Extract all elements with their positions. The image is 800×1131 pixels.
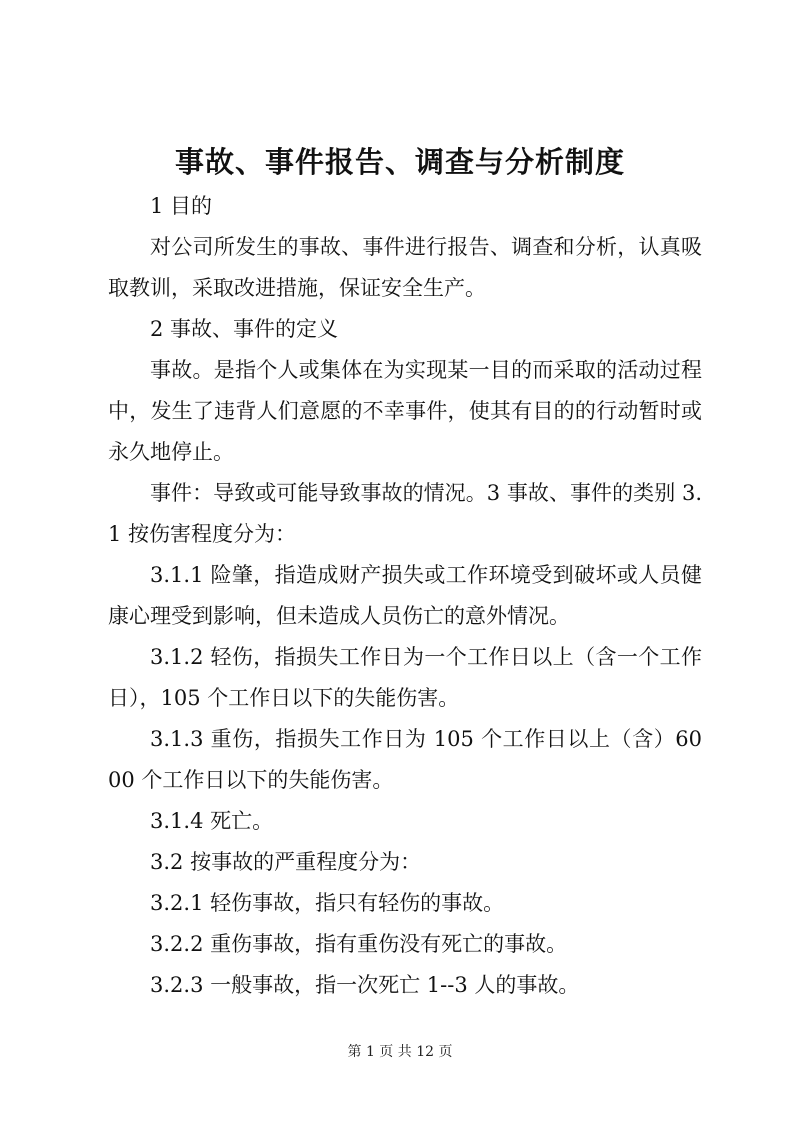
- paragraph-near-miss: 3.1.1 险肇，指造成财产损失或工作环境受到破坏或人员健康心理受到影响，但未造成人员伤亡的意外情况。: [108, 563, 702, 628]
- paragraph-accident-definition: 事故。是指个人或集体在为实现某一目的而采取的活动过程中，发生了违背人们意愿的不幸事件，使其有目的的行动暂时或永久地停止。: [108, 358, 702, 464]
- paragraph-serious-injury: 3.1.3 重伤，指损失工作日为 105 个工作日以上（含）6000 个工作日以下的失能伤害。: [108, 727, 702, 792]
- paragraph-severity-heading: 3.2 按事故的严重程度分为：: [150, 850, 422, 874]
- paragraph-purpose-heading: 1 目的: [150, 194, 213, 218]
- paragraph-serious-accident: 3.2.2 重伤事故，指有重伤没有死亡的事故。: [150, 932, 568, 956]
- document-body: [108, 186, 702, 1006]
- paragraph-minor-accident: 3.2.1 轻伤事故，指只有轻伤的事故。: [150, 891, 505, 915]
- paragraph-minor-injury: 3.1.2 轻伤，指损失工作日为一个工作日以上（含一个工作日），105 个工作日以下的失能伤害。: [108, 645, 702, 710]
- paragraph-definition-heading: 2 事故、事件的定义: [150, 317, 339, 341]
- paragraph-event-definition: 事件：导致或可能导致事故的情况。3 事故、事件的类别 3.1 按伤害程度分为：: [108, 481, 702, 546]
- page-number-footer: 第 1 页 共 12 页: [347, 1044, 453, 1060]
- paragraph-death: 3.1.4 死亡。: [150, 809, 274, 833]
- paragraph-purpose-text: 对公司所发生的事故、事件进行报告、调查和分析，认真吸取教训，采取改进措施，保证安全生产。: [108, 235, 702, 300]
- document-title: 事故、事件报告、调查与分析制度: [174, 145, 625, 179]
- paragraph-general-accident: 3.2.3 一般事故，指一次死亡 1--3 人的事故。: [150, 973, 580, 997]
